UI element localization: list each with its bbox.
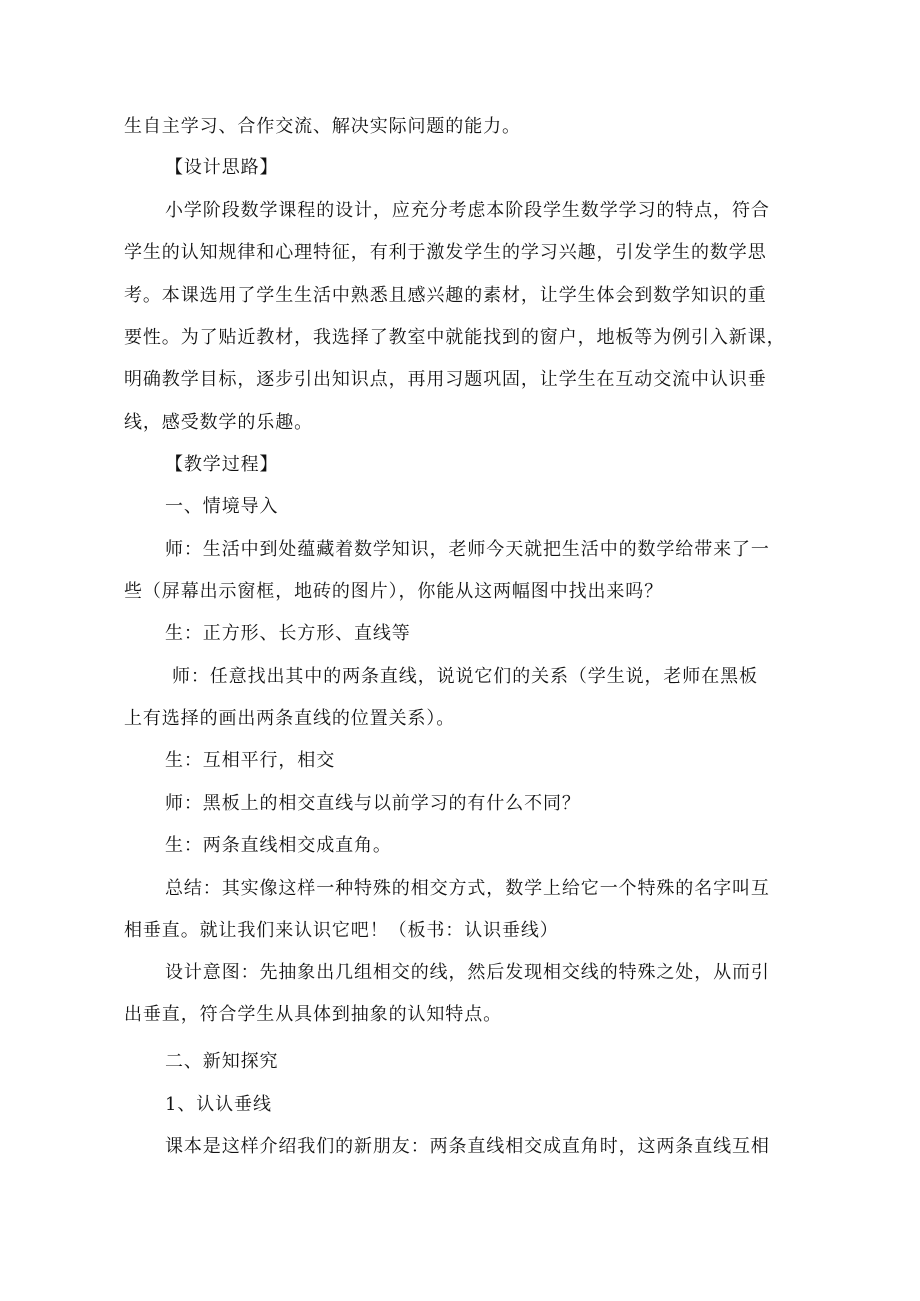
paragraph-line-19: 总结：其实像这样一种特殊的相交方式，数学上给它一个特殊的名字叫互 bbox=[165, 878, 770, 899]
paragraph-line-14: 师：任意找出其中的两条直线，说说它们的关系（学生说，老师在黑板 bbox=[172, 666, 758, 687]
subsection-heading-know-perpendicular: 1、认认垂线 bbox=[165, 1094, 272, 1115]
paragraph-line-7: 明确教学目标，逐步引出知识点，再用习题巩固，让学生在互动交流中认识垂 bbox=[124, 369, 767, 390]
paragraph-line-18: 生：两条直线相交成直角。 bbox=[165, 835, 392, 856]
paragraph-line-16: 生：互相平行，相交 bbox=[165, 750, 336, 771]
paragraph-line-1: 生自主学习、合作交流、解决实际问题的能力。 bbox=[124, 116, 521, 137]
subsection-heading-situation: 一、情境导入 bbox=[165, 496, 279, 517]
section-heading-teaching-process: 【教学过程】 bbox=[165, 454, 279, 475]
paragraph-line-22: 出垂直，符合学生从具体到抽象的认知特点。 bbox=[124, 1004, 502, 1025]
paragraph-line-11: 师：生活中到处蕴藏着数学知识，老师今天就把生活中的数学给带来了一 bbox=[165, 539, 770, 560]
paragraph-line-13: 生：正方形、长方形、直线等 bbox=[165, 623, 411, 644]
paragraph-line-8: 线，感受数学的乐趣。 bbox=[124, 412, 313, 433]
paragraph-line-21: 设计意图：先抽象出几组相交的线，然后发现相交线的特殊之处，从而引 bbox=[165, 962, 770, 983]
paragraph-line-12: 些（屏幕出示窗框，地砖的图片），你能从这两幅图中找出来吗？ bbox=[124, 581, 664, 602]
paragraph-line-4: 学生的认知规律和心理特征，有利于激发学生的学习兴趣，引发学生的数学思 bbox=[124, 242, 767, 263]
paragraph-line-3: 小学阶段数学课程的设计，应充分考虑本阶段学生数学学习的特点，符合 bbox=[165, 200, 770, 221]
paragraph-line-25: 课本是这样介绍我们的新朋友：两条直线相交成直角时，这两条直线互相 bbox=[165, 1136, 770, 1157]
paragraph-line-5: 考。本课选用了学生生活中熟悉且感兴趣的素材，让学生体会到数学知识的重 bbox=[124, 285, 767, 306]
paragraph-line-17: 师：黑板上的相交直线与以前学习的有什么不同？ bbox=[165, 793, 581, 814]
paragraph-line-20: 相垂直。就让我们来认识它吧！（板书：认识垂线） bbox=[124, 920, 559, 941]
subsection-heading-new-knowledge: 二、新知探究 bbox=[165, 1051, 279, 1072]
section-heading-design-idea: 【设计思路】 bbox=[165, 157, 279, 178]
paragraph-line-15: 上有选择的画出两条直线的位置关系）。 bbox=[124, 708, 456, 729]
paragraph-line-6: 要性。为了贴近教材，我选择了教室中就能找到的窗户，地板等为例引入新课， bbox=[124, 327, 786, 348]
